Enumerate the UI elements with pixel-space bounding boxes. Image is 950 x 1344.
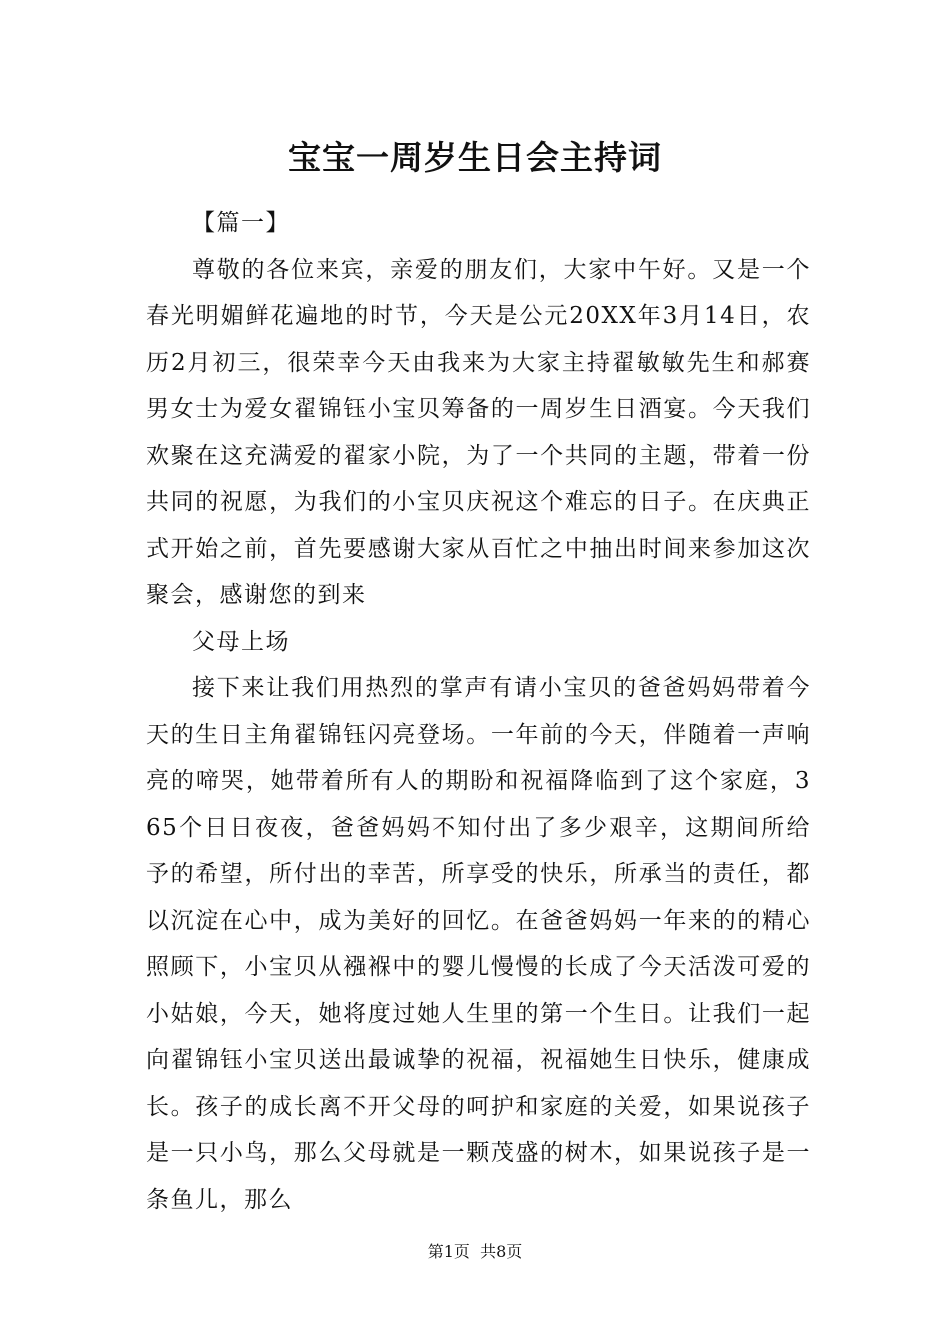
paragraph-parents: 接下来让我们用热烈的掌声有请小宝贝的爸爸妈妈带着今天的生日主角翟锦钰闪亮登场。一年前的今天，伴随着一声响亮的啼哭，她带着所有人的期盼和祝福降临到了这个家庭，365个日日夜夜，爸爸妈妈不知付出了多少艰辛，这期间所给予的希望，所付出的幸苦，所享受的快乐，所承当的责任，都以沉淀在心中，成为美好的回忆。在爸爸妈妈一年来的的精心照顾下，小宝贝从襁褓中的婴儿慢慢的长成了今天活泼可爱的小姑娘，今天，她将度过她人生里的第一个生日。让我们一起向翟锦钰小宝贝送出最诚挚的祝福，祝福她生日快乐，健康成长。孩子的成长离不开父母的呵护和家庭的关爱，如果说孩子是一只小鸟，那么父母就是一颗茂盛的树木，如果说孩子是一条鱼儿，那么 bbox=[146, 675, 811, 1213]
page-footer bbox=[0, 1240, 950, 1264]
page-number: 第1页 共8页 bbox=[427, 1242, 523, 1261]
section-heading: 【篇一】 bbox=[192, 210, 290, 236]
paragraph-subheading: 父母上场 bbox=[192, 628, 290, 655]
document-body bbox=[146, 200, 811, 1223]
paragraph-opening: 尊敬的各位来宾，亲爱的朋友们，大家中午好。又是一个春光明媚鲜花遍地的时节，今天是公元20XX年3月14日，农历2月初三，很荣幸今天由我来为大家主持翟敏敏先生和郝赛男女士为爱女翟锦钰小宝贝筹备的一周岁生日酒宴。今天我们欢聚在这充满爱的翟家小院，为了一个共同的主题，带着一份共同的祝愿，为我们的小宝贝庆祝这个难忘的日子。在庆典正式开始之前，首先要感谢大家从百忙之中抽出时间来参加这次聚会，感谢您的到来 bbox=[146, 256, 811, 608]
document-title: 宝宝一周岁生日会主持词 bbox=[288, 138, 662, 177]
